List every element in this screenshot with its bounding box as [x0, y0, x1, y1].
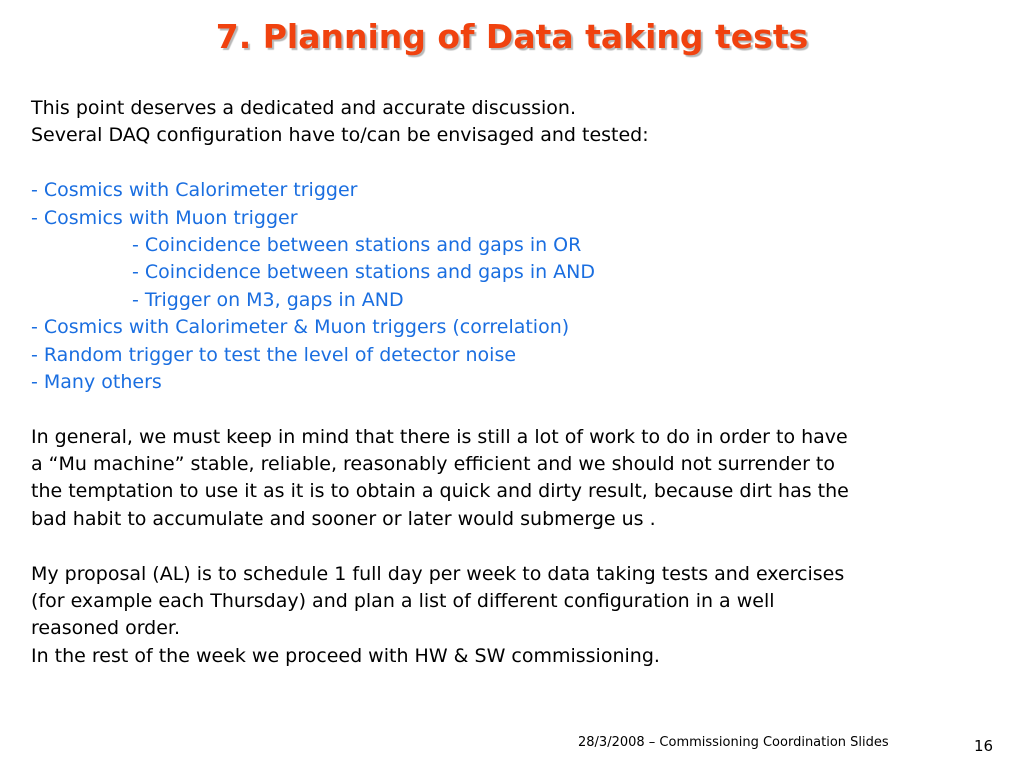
- config-option: - Cosmics with Muon trigger: [31, 206, 298, 229]
- spacer: [31, 396, 1006, 423]
- config-option: - Cosmics with Calorimeter & Muon triggers (correlation): [31, 316, 570, 339]
- general-paragraph-line: In general, we must keep in mind that there is still a lot of work to do in order to have: [31, 425, 848, 448]
- intro-line: This point deserves a dedicated and accurate discussion.: [31, 97, 576, 119]
- general-paragraph-line: a “Mu machine” stable, reliable, reasonably efficient and we should not surrender to: [31, 453, 836, 476]
- config-sub-option: - Trigger on M3, gaps in AND: [132, 288, 404, 311]
- config-option: - Cosmics with Calorimeter trigger: [31, 179, 358, 202]
- spacer: [31, 533, 1006, 560]
- config-sub-option: - Coincidence between stations and gaps in AND: [132, 261, 596, 284]
- general-paragraph-line: bad habit to accumulate and sooner or later would submerge us .: [31, 507, 656, 530]
- intro-line: Several DAQ configuration have to/can be envisaged and tested:: [31, 124, 649, 147]
- slide-title: 7. Planning of Data taking tests: [215, 17, 809, 56]
- proposal-paragraph-line: (for example each Thursday) and plan a list of different configuration in a well: [31, 590, 775, 613]
- proposal-paragraph-line: reasoned order.: [31, 617, 181, 640]
- general-paragraph-line: the temptation to use it as it is to obtain a quick and dirty result, because dirt has the: [31, 480, 849, 503]
- page-number: 16: [974, 737, 994, 755]
- config-option: - Many others: [31, 370, 162, 393]
- proposal-paragraph-line: In the rest of the week we proceed with HW & SW commissioning.: [31, 644, 660, 667]
- config-sub-option: - Coincidence between stations and gaps in OR: [132, 233, 582, 256]
- config-option: - Random trigger to test the level of detector noise: [31, 343, 517, 366]
- slide-footer: 28/3/2008 – Commissioning Coordination Slides: [578, 735, 889, 750]
- spacer: [31, 150, 1006, 177]
- slide-body: [31, 95, 1006, 670]
- proposal-paragraph-line: My proposal (AL) is to schedule 1 full day per week to data taking tests and exercises: [31, 562, 845, 585]
